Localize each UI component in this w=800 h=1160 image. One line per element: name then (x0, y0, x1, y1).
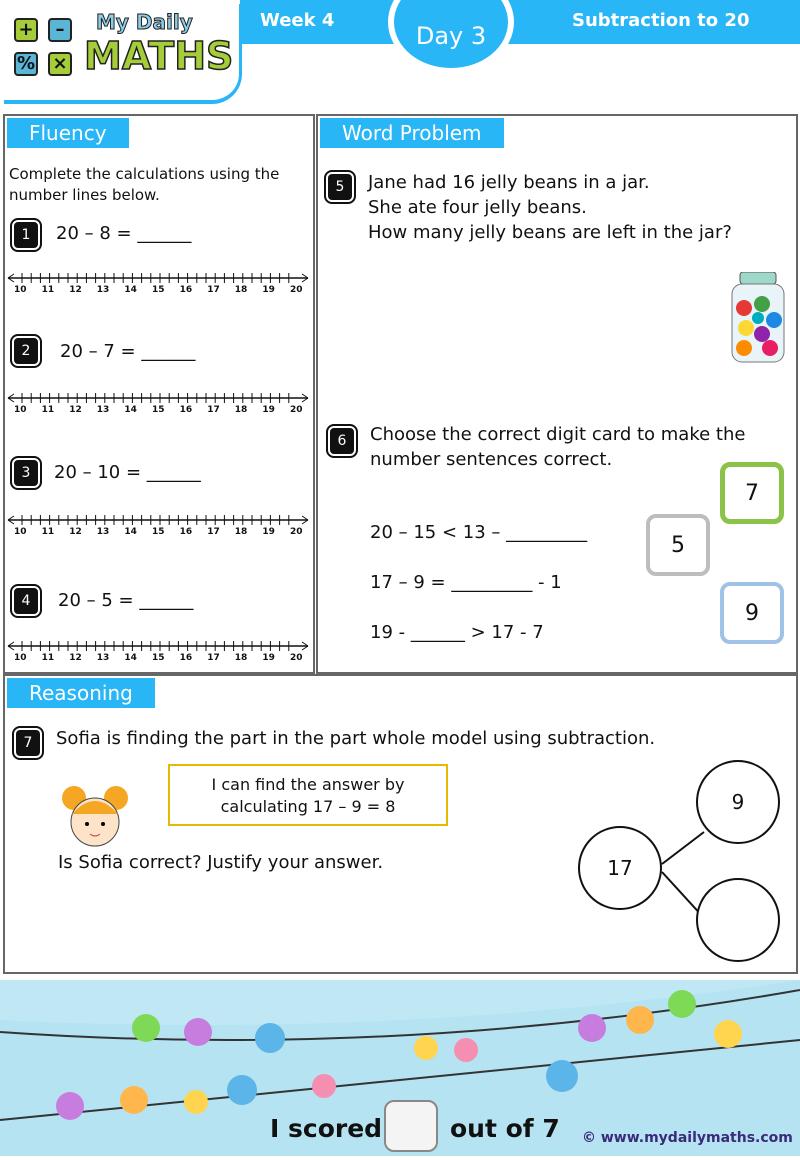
number-line-tick-label: 17 (207, 285, 220, 295)
question-number-7: 7 (14, 728, 42, 758)
number-line (6, 392, 310, 418)
number-line-tick-label: 15 (152, 527, 165, 537)
number-line-tick-label: 12 (69, 405, 82, 415)
number-line-tick-label: 12 (69, 653, 82, 663)
number-line-tick-label: 11 (41, 285, 55, 295)
number-line-tick-label: 15 (152, 285, 165, 295)
number-line (6, 640, 310, 666)
number-line-tick-label: 13 (96, 653, 110, 663)
number-line (6, 272, 310, 298)
number-line-tick-label: 18 (234, 653, 248, 663)
sofia-avatar (60, 784, 130, 850)
number-line-tick-label: 17 (207, 653, 220, 663)
number-sentence-1: 20 – 15 < 13 – _________ (370, 522, 588, 543)
question-number-2: 2 (12, 336, 40, 366)
number-line-tick-label: 14 (124, 405, 137, 415)
number-line-tick-label: 11 (41, 405, 55, 415)
number-line-tick-label: 14 (124, 527, 137, 537)
number-line-tick-label: 10 (14, 405, 27, 415)
number-line-tick-label: 13 (96, 405, 110, 415)
question-number-6: 6 (328, 426, 356, 456)
q5-line: How many jelly beans are left in the jar? (368, 222, 732, 243)
number-line-tick-label: 20 (290, 653, 303, 663)
jelly-bean-jar-icon (730, 272, 786, 364)
logo-text-top: My Daily (96, 10, 193, 34)
number-line-tick-label: 19 (262, 285, 275, 295)
number-line-tick-label: 18 (234, 285, 248, 295)
number-line-tick-label: 10 (14, 653, 27, 663)
digit-card-5[interactable]: 5 (646, 514, 710, 576)
number-line-tick-label: 17 (207, 527, 220, 537)
reasoning-title: Reasoning (5, 676, 157, 710)
fluency-title: Fluency (5, 116, 131, 150)
question-number-5: 5 (326, 172, 354, 202)
day-badge: Day 3 (388, 0, 514, 74)
question-5 (368, 170, 732, 245)
number-line-tick-label: 18 (234, 527, 248, 537)
week-label: Week 4 (260, 10, 335, 31)
number-line (6, 514, 310, 540)
number-line-tick-label: 10 (14, 527, 27, 537)
q5-line: Jane had 16 jelly beans in a jar. (368, 172, 650, 193)
number-line-tick-label: 15 (152, 653, 165, 663)
number-line-tick-label: 11 (41, 653, 55, 663)
speech-bubble: I can find the answer by calculating 17 – 9 = 8 (168, 764, 448, 826)
logo-text-bottom: MATHS (84, 34, 234, 78)
number-sentence-2: 17 – 9 = _________ - 1 (370, 572, 562, 593)
digit-card-7[interactable]: 7 (720, 462, 784, 524)
number-line-tick-label: 20 (290, 405, 303, 415)
question-4: 20 – 5 = ______ (58, 590, 194, 611)
question-number-1: 1 (12, 220, 40, 250)
number-line-tick-label: 16 (179, 527, 193, 537)
number-line-tick-label: 20 (290, 285, 303, 295)
score-total: out of 7 (450, 1114, 560, 1143)
number-line-tick-label: 12 (69, 527, 82, 537)
question-2: 20 – 7 = ______ (60, 341, 196, 362)
number-line-tick-label: 20 (290, 527, 303, 537)
question-6-prompt: Choose the correct digit card to make the number sentences correct. (370, 424, 746, 470)
number-line-tick-label: 17 (207, 405, 220, 415)
copyright: © www.mydailymaths.com (582, 1130, 793, 1146)
number-line-tick-label: 16 (179, 405, 193, 415)
number-line-tick-label: 12 (69, 285, 82, 295)
number-line-tick-label: 19 (262, 527, 275, 537)
question-3: 20 – 10 = ______ (54, 462, 201, 483)
number-line-tick-label: 16 (179, 285, 193, 295)
number-line-tick-label: 18 (234, 405, 248, 415)
score-label: I scored (270, 1114, 383, 1143)
reasoning-question: Is Sofia correct? Justify your answer. (58, 852, 384, 873)
question-7: Sofia is finding the part in the part whole model using subtraction. (56, 728, 656, 749)
q5-line: She ate four jelly beans. (368, 197, 587, 218)
question-number-4: 4 (12, 586, 40, 616)
number-line-tick-label: 13 (96, 285, 110, 295)
number-sentence-3: 19 - ______ > 17 - 7 (370, 622, 544, 643)
whole-circle: 17 (578, 826, 662, 910)
score-box[interactable] (384, 1100, 438, 1152)
question-number-3: 3 (12, 458, 40, 488)
number-line-tick-label: 14 (124, 285, 137, 295)
digit-card-9[interactable]: 9 (720, 582, 784, 644)
number-line-tick-label: 15 (152, 405, 165, 415)
part-circle: 9 (696, 760, 780, 844)
topic-label: Subtraction to 20 (572, 10, 750, 31)
number-line-tick-label: 11 (41, 527, 55, 537)
number-line-tick-label: 19 (262, 653, 275, 663)
number-line-tick-label: 14 (124, 653, 137, 663)
fluency-instructions: Complete the calculations using the number lines below. (9, 165, 280, 204)
number-line-tick-label: 10 (14, 285, 27, 295)
part-circle-empty[interactable] (696, 878, 780, 962)
number-line-tick-label: 13 (96, 527, 110, 537)
logo: + – % × My Daily MATHS (4, 4, 242, 104)
question-1: 20 – 8 = ______ (56, 223, 192, 244)
word-problem-title: Word Problem (318, 116, 506, 150)
number-line-tick-label: 19 (262, 405, 275, 415)
number-line-tick-label: 16 (179, 653, 193, 663)
